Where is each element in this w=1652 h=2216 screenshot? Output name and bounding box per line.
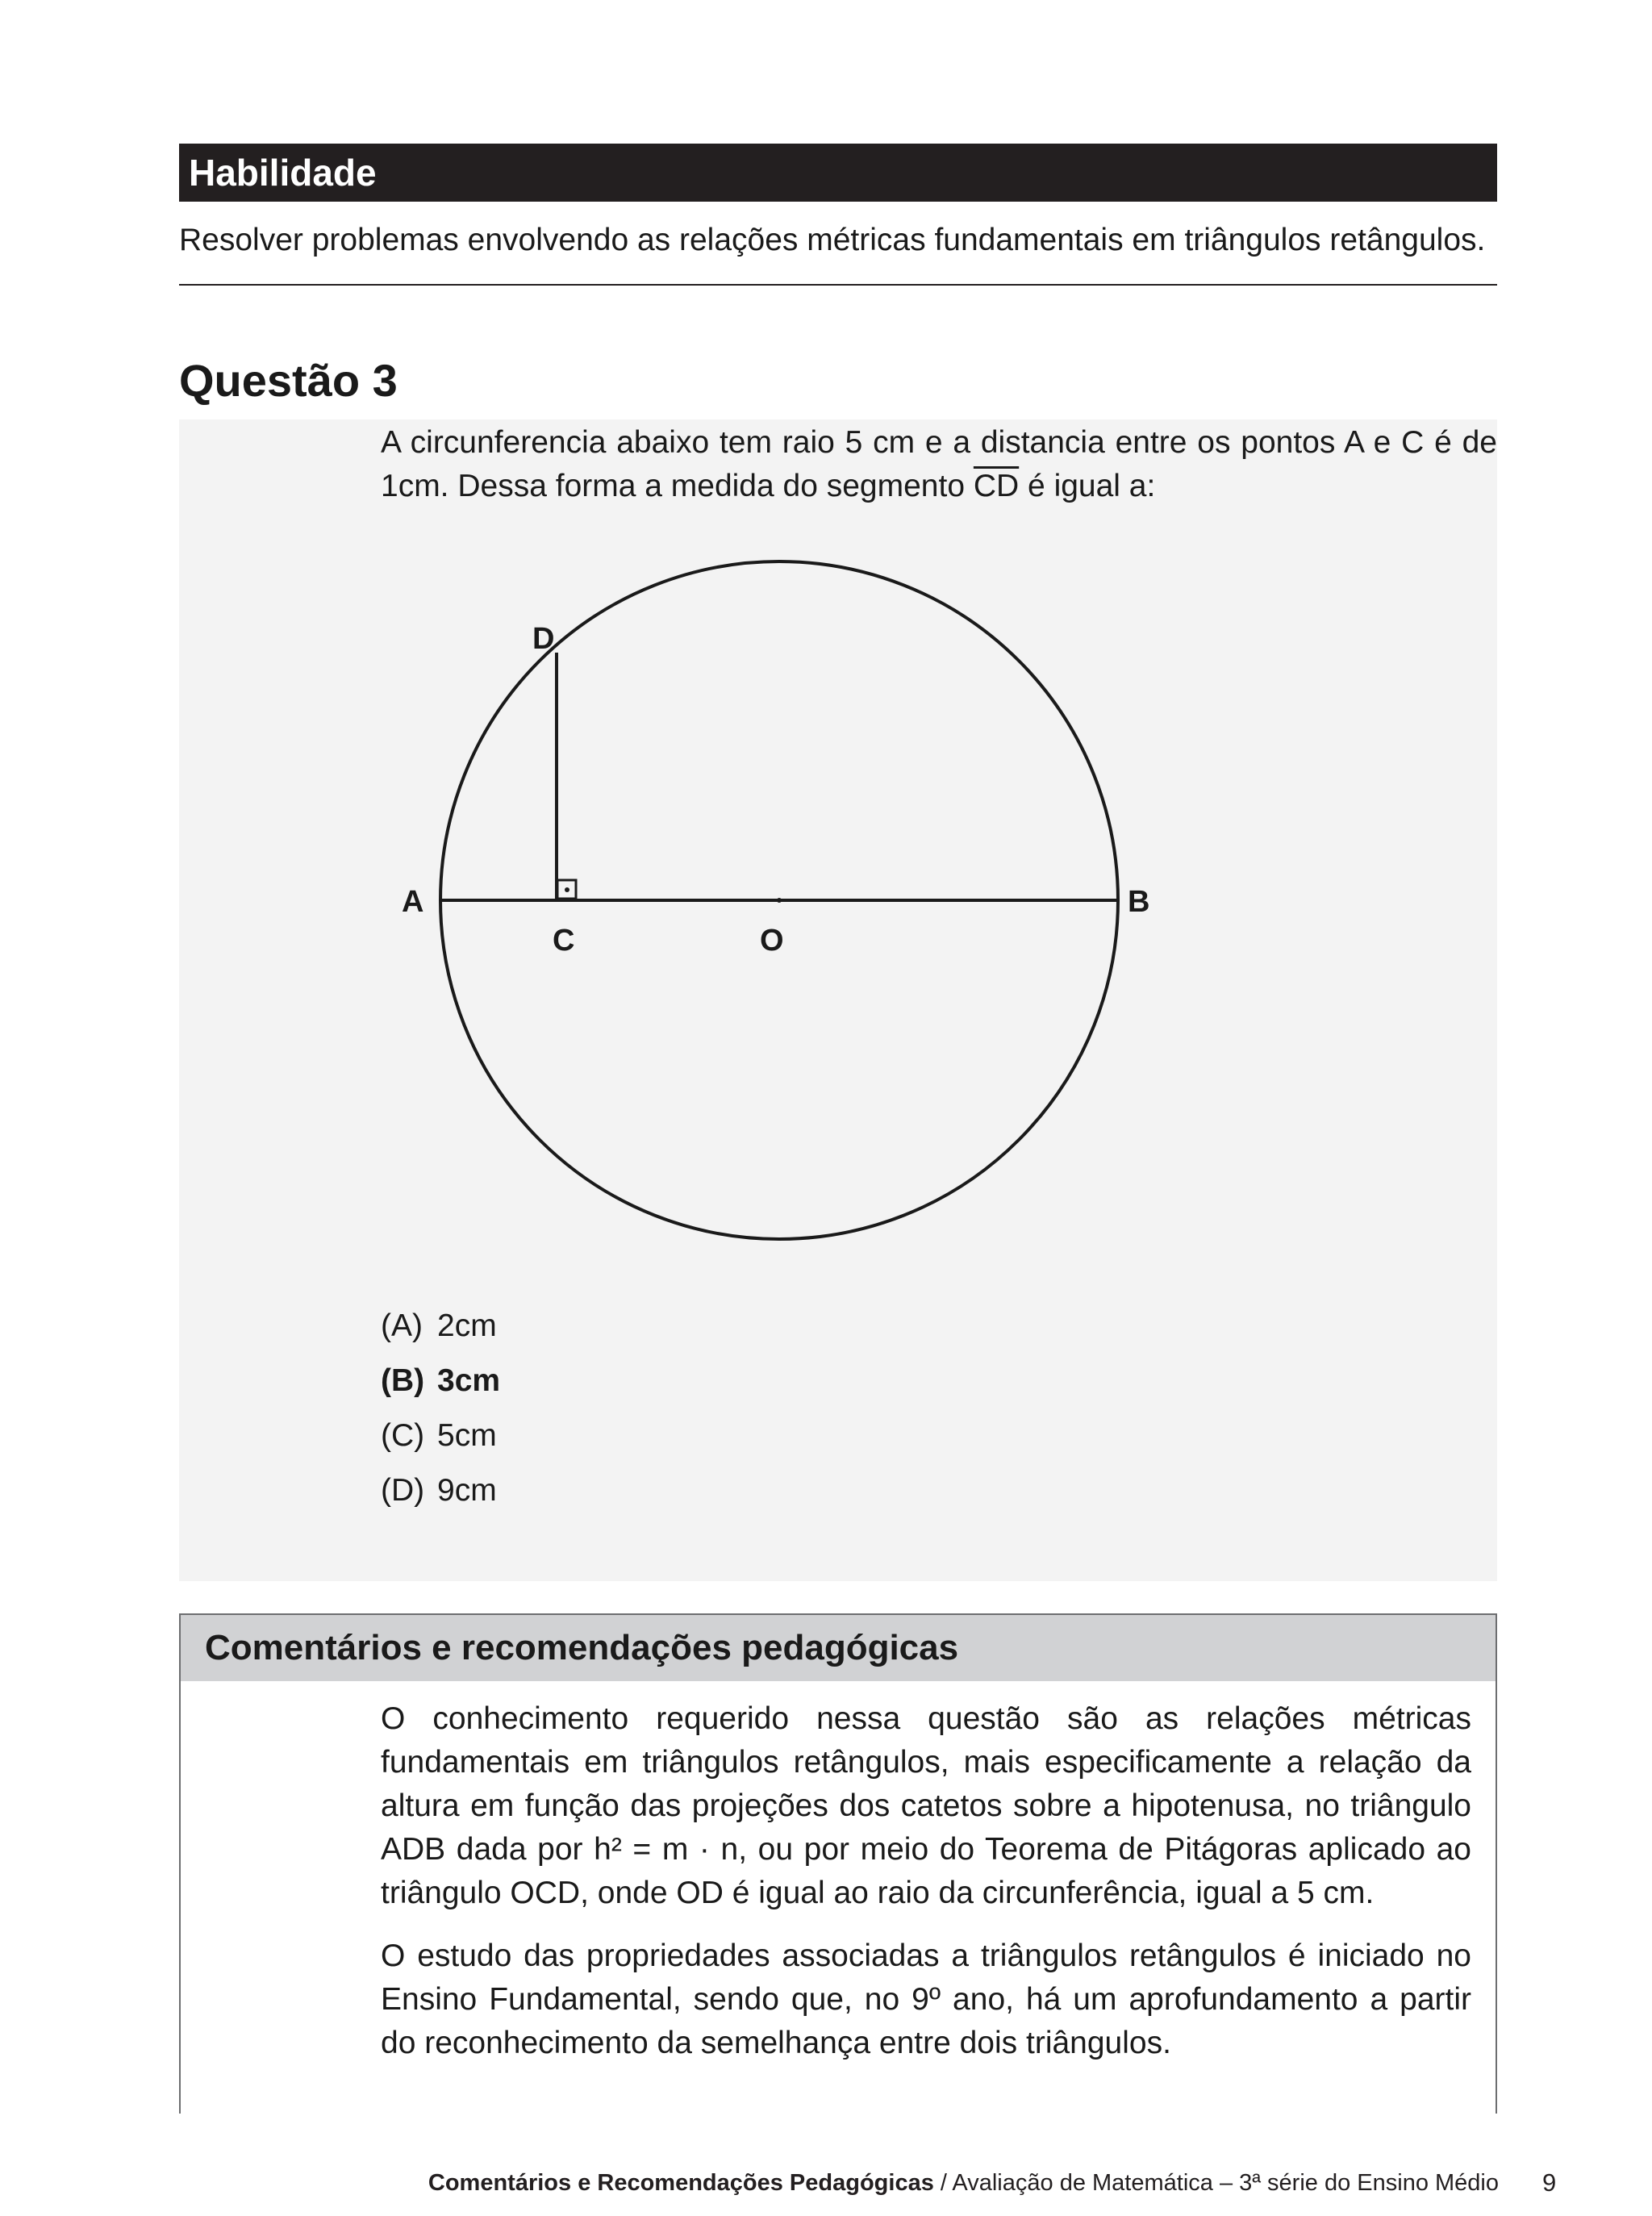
skill-heading: Habilidade — [179, 144, 1497, 202]
option-b[interactable] — [381, 1354, 500, 1408]
question-title: Questão 3 — [179, 355, 398, 406]
comments-body — [381, 1697, 1471, 2085]
divider — [179, 284, 1497, 286]
center-point — [777, 898, 782, 903]
label-c: C — [553, 924, 575, 958]
question-text-part1: A circunferencia abaixo tem raio 5 cm e a distancia entre os pontos A e C é de 1cm. Dessa forma a medida do segmento — [381, 425, 1497, 503]
comments-paragraph-1: O conhecimento requerido nessa questão são as relações métricas fundamentais em triângulos retângulos, mais especificamente a relação da altura em função das projeções dos catetos sobre a hipotenusa, no triângulo ADB dada por h² = m · n, ou por meio do Teorema de Pitágoras aplicado ao triângulo OCD, onde OD é igual ao raio da circunferência, igual a 5 cm. — [381, 1701, 1471, 1910]
label-a: A — [402, 885, 424, 919]
comments-heading: Comentários e recomendações pedagógicas — [181, 1615, 1496, 1681]
label-o: O — [760, 924, 784, 958]
option-letter: (C) — [381, 1418, 425, 1453]
option-value: 3cm — [437, 1363, 501, 1398]
page-number: 9 — [1542, 2168, 1557, 2197]
footer-subtitle: / Avaliação de Matemática – 3ª série do Ensino Médio — [933, 2170, 1499, 2196]
footer-title: Comentários e Recomendações Pedagógicas — [428, 2170, 934, 2196]
option-c[interactable] — [381, 1408, 500, 1463]
label-b: B — [1128, 885, 1150, 919]
label-d: D — [532, 622, 555, 656]
question-statement — [381, 421, 1497, 508]
option-value: 2cm — [437, 1308, 497, 1343]
answer-options — [381, 1299, 500, 1518]
comments-paragraph-2: O estudo das propriedades associadas a triângulos retângulos é iniciado no Ensino Fundamental, sendo que, no 9º ano, há um aprofundamento a partir do reconhecimento da semelhança entre dois triângulos. — [381, 1938, 1471, 2060]
option-letter: (A) — [381, 1308, 423, 1343]
footer — [428, 2167, 1499, 2199]
option-letter: (B) — [381, 1363, 425, 1398]
option-value: 5cm — [437, 1418, 497, 1453]
option-letter: (D) — [381, 1473, 425, 1508]
option-a[interactable] — [381, 1299, 500, 1354]
question-text-part2: é igual a: — [1019, 469, 1156, 503]
segment-cd: $\overline{CD}$ — [973, 469, 1020, 503]
skill-description: Resolver problemas envolvendo as relações métricas fundamentais em triângulos retângulos. — [179, 223, 1486, 257]
right-angle-dot — [565, 887, 569, 892]
option-value: 9cm — [437, 1473, 497, 1508]
option-d[interactable] — [381, 1463, 500, 1518]
circle-figure — [379, 549, 1186, 1275]
